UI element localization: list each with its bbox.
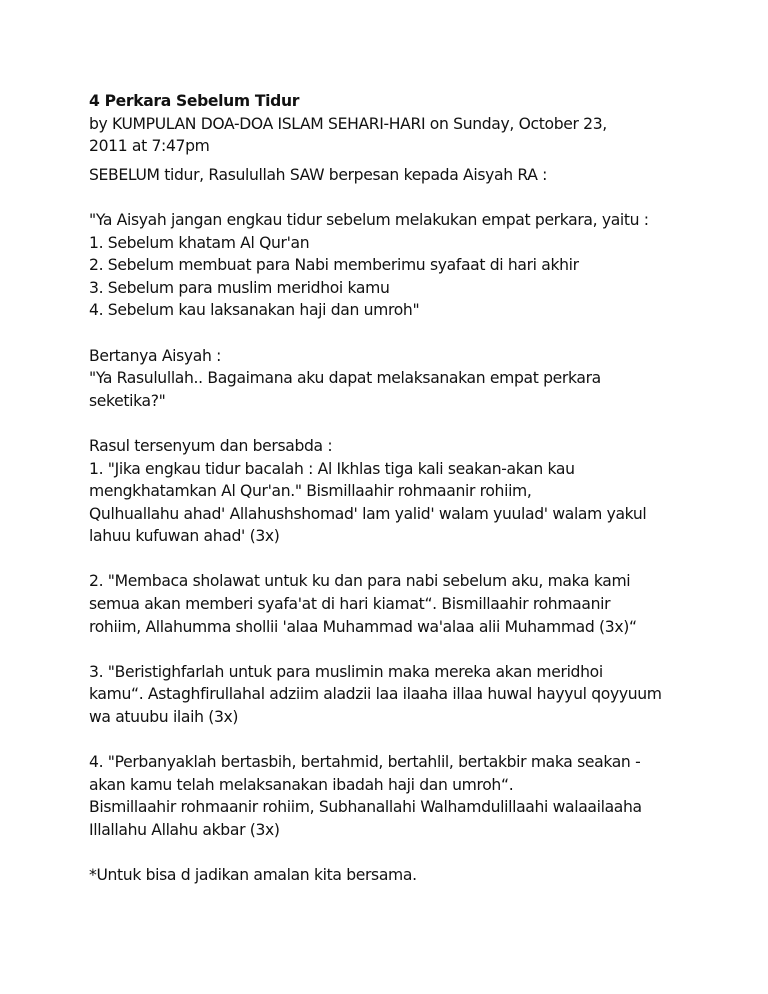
byline-line-1: by KUMPULAN DOA-DOA ISLAM SEHARI-HARI on Sunday, October 23, [89,114,607,133]
spacer [89,412,689,435]
answer-2-line: 2. "Membaca sholawat untuk ku dan para nabi sebelum aku, maka kami [89,572,631,591]
document-page [89,90,689,887]
answer-1-line: Qulhuallahu ahad' Allahushshomad' lam yalid' walam yuulad' walam yakul [89,504,647,523]
answer-4-line: Illallahu Allahu akbar (3x) [89,821,280,839]
answer-3-line: kamu“. Astaghfirullahal adziim aladzii laa ilaaha illaa huwal hayyul qoyyuum [89,685,662,704]
list-item: 4. Sebelum kau laksanakan haji dan umroh" [89,301,420,320]
aisyah-question-line: "Ya Rasulullah.. Bagaimana aku dapat melaksanakan empat perkara [89,369,601,388]
answer-4-line: Bismillaahir rohmaanir rohiim, Subhanallahi Walhamdulillaahi walaailaaha [89,798,642,817]
aisyah-asks-line: Bertanya Aisyah : [89,346,222,365]
spacer [89,842,689,865]
closing-line: *Untuk bisa d jadikan amalan kita bersama. [89,866,417,885]
spacer [89,548,689,571]
answer-1-line: mengkhatamkan Al Qur'an." Bismillaahir rohmaanir rohiim, [89,482,532,501]
spacer [89,322,689,345]
aisyah-question-line: seketika?" [89,391,166,410]
answer-2-line: semua akan memberi syafa'at di hari kiamat“. Bismillaahir rohmaanir [89,595,611,614]
answer-4-line: 4. "Perbanyaklah bertasbih, bertahmid, bertahlil, bertakbir maka seakan - [89,753,641,772]
answer-1-line: 1. "Jika engkau tidur bacalah : Al Ikhlas tiga kali seakan-akan kau [89,459,575,478]
answer-2-line: rohiim, Allahumma shollii 'alaa Muhammad wa'alaa alii Muhammad (3x)“ [89,617,637,636]
list-item: 3. Sebelum para muslim meridhoi kamu [89,278,390,297]
list-item: 2. Sebelum membuat para Nabi memberimu syafaat di hari akhir [89,256,579,275]
answer-3-line: 3. "Beristighfarlah untuk para muslimin maka mereka akan meridhoi [89,662,603,681]
quote-open-line: "Ya Aisyah jangan engkau tidur sebelum melakukan empat perkara, yaitu : [89,210,649,229]
answer-3-line: wa atuubu ilaih (3x) [89,708,239,727]
document-title: 4 Perkara Sebelum Tidur [89,92,300,110]
rasul-intro-line: Rasul tersenyum dan bersabda : [89,436,333,455]
spacer [89,729,689,752]
list-item: 1. Sebelum khatam Al Qur'an [89,233,310,252]
answer-1-line: lahuu kufuwan ahad' (3x) [89,527,280,546]
spacer [89,638,689,661]
byline-line-2: 2011 at 7:47pm [89,137,210,156]
intro-paragraph: SEBELUM tidur, Rasulullah SAW berpesan kepada Aisyah RA : [89,165,548,184]
spacer [89,186,689,209]
answer-4-line: akan kamu telah melaksanakan ibadah haji dan umroh“. [89,775,514,794]
